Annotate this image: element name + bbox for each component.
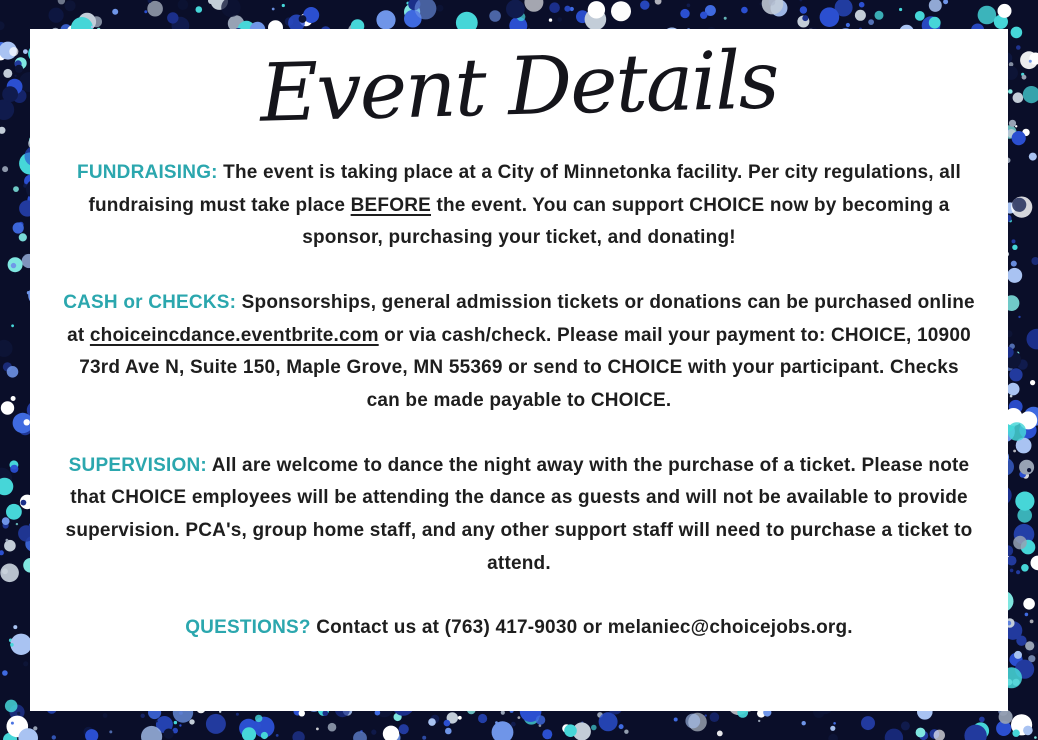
section-heading: FUNDRAISING: (77, 162, 218, 183)
section-text: All are welcome to dance the night away with the purchase of a ticket. Please note that CHOICE employees will be attending the dance as guests and will not be available to provide supervision. PCA's, group home staff, and any other support staff will need to purchase a ticket to attend. (65, 454, 973, 574)
section-heading: CASH or CHECKS: (63, 292, 237, 314)
section-supervision (63, 450, 975, 581)
section-fundraising (63, 157, 975, 255)
section-cash-or-checks (63, 287, 975, 418)
section-text: The event is taking place at a City of Minnetonka facility. Per city regulations, all fundraising must take place (88, 162, 961, 216)
section-text: Contact us at (763) 417-9030 or melaniec@choicejobs.org. (310, 617, 853, 639)
section-heading: SUPERVISION: (68, 454, 207, 476)
underlined-url-text: choiceincdance.eventbrite.com (89, 324, 379, 346)
section-text: Sponsorships, general admission tickets or donations can be purchased online at (67, 292, 975, 346)
underlined-text: BEFORE (350, 194, 431, 216)
section-text: the event. You can support CHOICE now by becoming a sponsor, purchasing your ticket, and donating! (302, 194, 950, 249)
section-questions (63, 612, 975, 645)
section-heading: QUESTIONS? (185, 617, 311, 639)
flyer-content (63, 157, 975, 645)
page-title: Event Details (259, 33, 779, 140)
flyer-card (30, 29, 1008, 711)
section-text: or via cash/check. Please mail your payment to: CHOICE, 10900 73rd Ave N, Suite 150, Maple Grove, MN 55369 or send to CHOICE with your participant. Checks can be made payable to CHOICE. (79, 324, 971, 412)
